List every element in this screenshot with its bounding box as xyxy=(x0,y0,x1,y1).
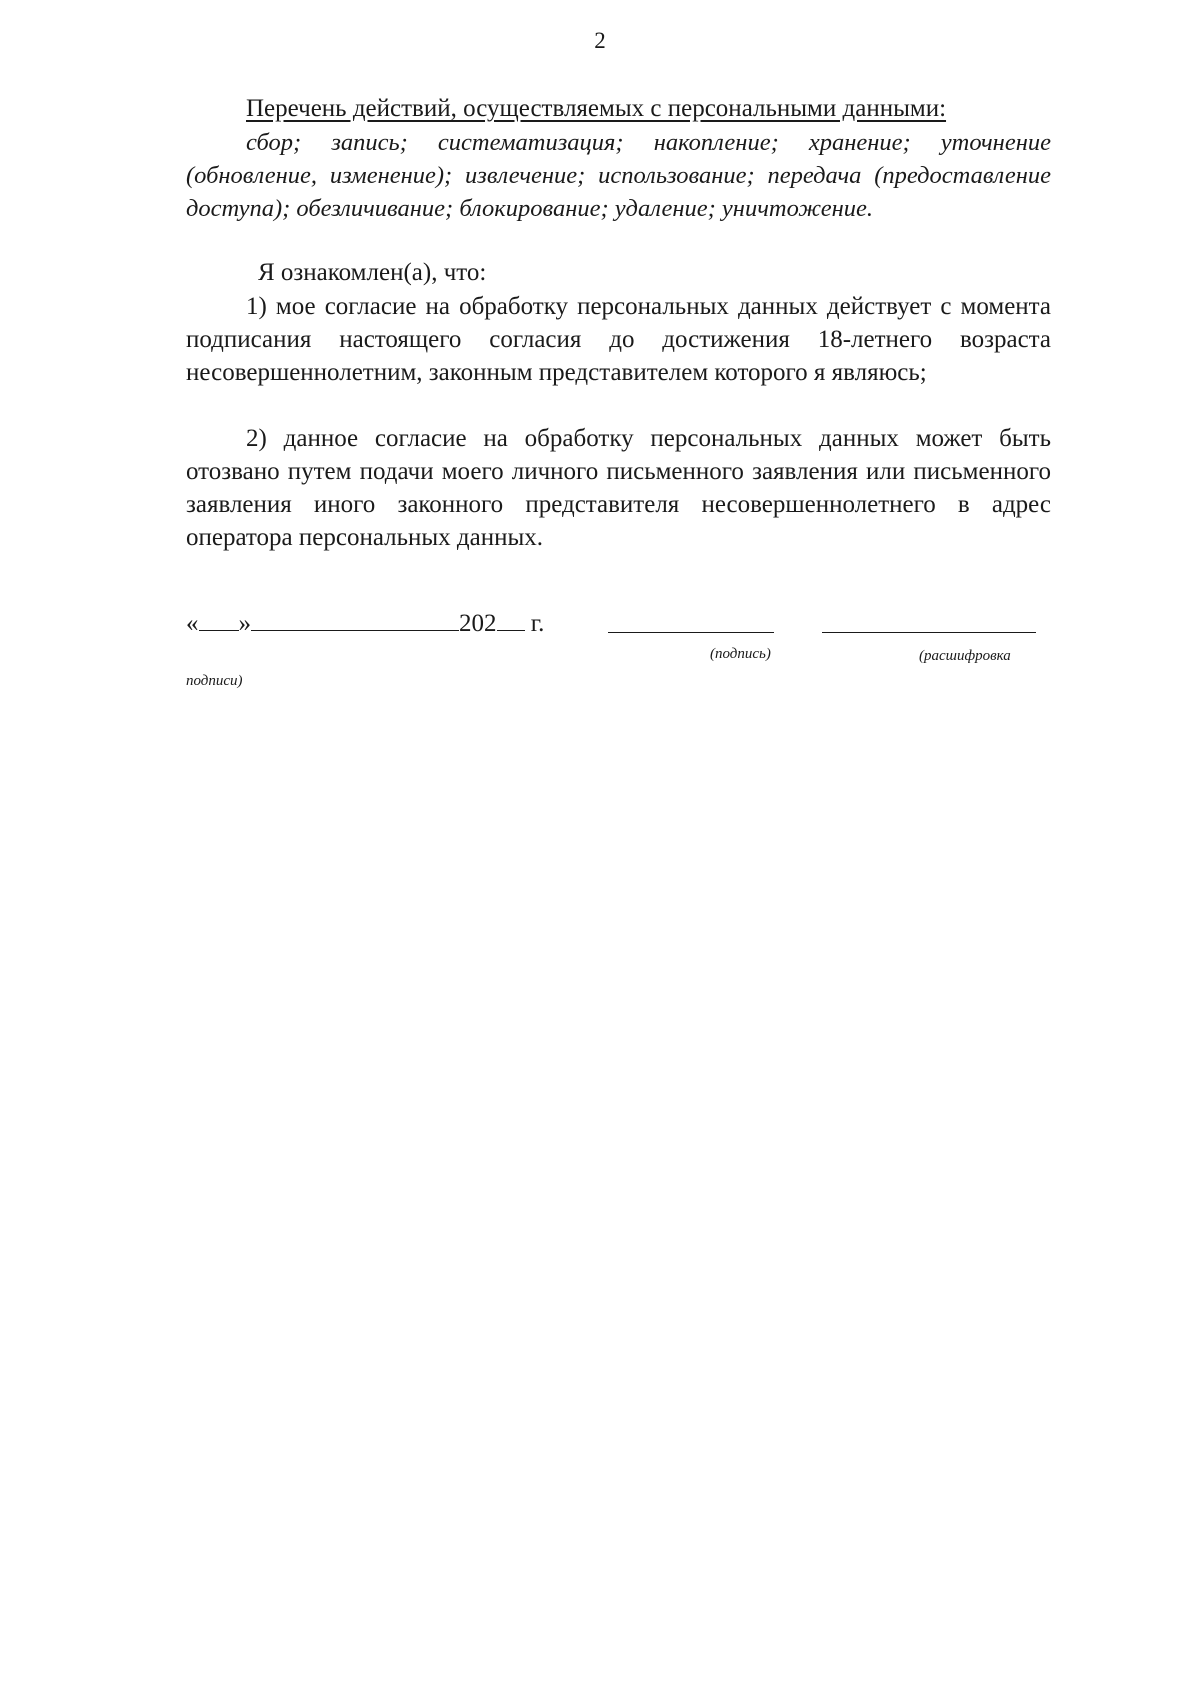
year-blank xyxy=(497,608,525,631)
close-quote: » xyxy=(238,610,251,637)
decoding-caption-continued: подписи) xyxy=(186,673,243,689)
year-prefix: 202 xyxy=(459,610,497,637)
decoding-caption: (расшифровка xyxy=(919,648,1011,664)
signature-blank xyxy=(608,610,774,633)
acknowledged-text: Я ознакомлен(а), что: xyxy=(258,259,487,286)
actions-heading: Перечень действий, осуществляемых с персональными данными: xyxy=(246,95,947,122)
year-suffix: г. xyxy=(530,610,545,637)
signature-caption: (подпись) xyxy=(710,646,771,662)
open-quote: « xyxy=(186,610,199,637)
date-line xyxy=(186,608,544,638)
decoding-blank xyxy=(822,610,1036,633)
month-blank xyxy=(251,608,459,631)
consent-item-2: 2) данное согласие на обработку персональных данных может быть отозвано путем подачи моего личного письменного заявления или письменного заявления иного законного представителя несовершеннолетнего в адрес оператора персональных данных. xyxy=(186,425,1051,551)
day-blank xyxy=(199,608,239,631)
actions-list: сбор; запись; систематизация; накопление; хранение; уточнение (обновление, изменение); извлечение; использование; передача (предоставление доступа); обезличивание; блокирование; удаление; уничтожение. xyxy=(186,129,1051,222)
page-number: 2 xyxy=(594,28,606,53)
consent-item-1: 1) мое согласие на обработку персональных данных действует с момента подписания настоящего согласия до достижения 18-летнего возраста несовершеннолетним, законным представителем которого я являюсь; xyxy=(186,293,1051,386)
